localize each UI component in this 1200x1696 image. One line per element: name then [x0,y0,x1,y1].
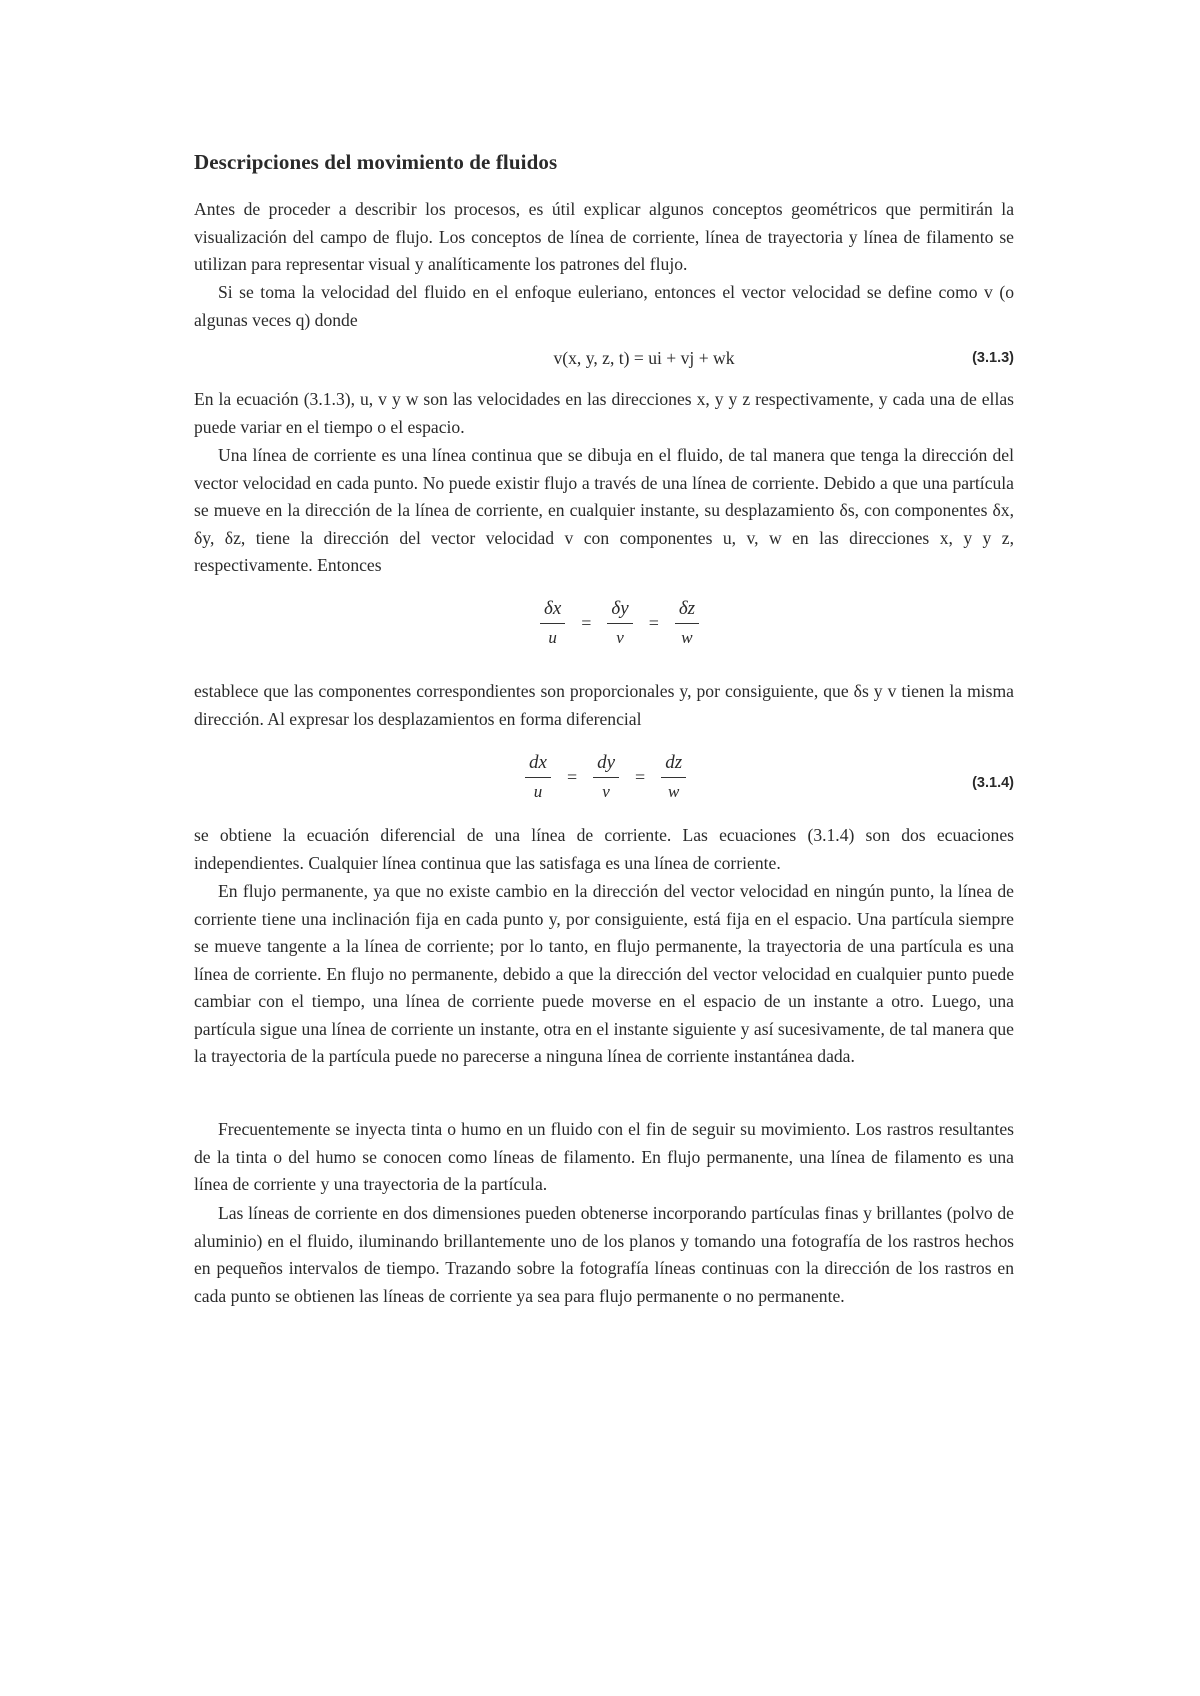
paragraph-proportional: establece que las componentes correspondientes son proporcionales y, por consiguiente, que δs y v tienen la misma dirección. Al expresar los desplazamientos en forma diferencial [194,681,1014,729]
equation-delta-ratios [534,598,705,648]
paragraph-components: En la ecuación (3.1.3), u, v y w son las velocidades en las direcciones x, y y z respectivamente, y cada una de ellas puede variar en el tiempo o el espacio. [194,389,1014,437]
denominator-3: w [681,628,693,647]
equation-3-1-3 [194,348,1014,369]
fraction-3 [675,598,699,648]
denominator-1: u [548,628,557,647]
equation-3-1-4 [519,752,692,802]
section-heading: Descripciones del movimiento de fluidos [194,150,558,174]
denominator-u: u [533,782,543,801]
paragraph-intro: Antes de proceder a describir los procesos, es útil explicar algunos conceptos geométricos que permitirán la visualización del campo de flujo. Los conceptos de línea de corriente, línea de trayectoria y línea de filamento se utilizan para representar visual y analíticamente los patrones del flujo. [194,199,1014,274]
equation-3-1-4-label: (3.1.4) [972,775,1014,791]
equation-3-1-3-label: (3.1.3) [972,350,1014,366]
equals-sign-4: = [635,766,646,787]
paragraph-visualization: Las líneas de corriente en dos dimensiones pueden obtenerse incorporando partículas finas y brillantes (polvo de aluminio) en el fluido, iluminando brillantemente uno de los planos y tomando una fotografía de los rastros hechos en pequeños intervalos de tiempo. Trazando sobre la fotografía líneas continuas con la dirección de los rastros en cada punto se obtienen las líneas de corriente ya sea para flujo permanente o no permanente. [194,1203,1014,1306]
equals-sign-1: = [581,612,592,633]
equals-sign-2: = [648,612,659,633]
paragraph-streaklines: Frecuentemente se inyecta tinta o humo en un fluido con el fin de seguir su movimiento. Los rastros resultantes de la tinta o del humo se conocen como líneas de filamento. En flujo permanente, una línea de filamento es una línea de corriente y una trayectoria de la partícula. [194,1119,1014,1194]
denominator-v: v [602,782,610,801]
paragraph-steady-flow: En flujo permanente, ya que no existe cambio en la dirección del vector velocidad en ningún punto, la línea de corriente tiene una inclinación fija en cada punto y, por consiguiente, está fija en el espacio. Una partícula siempre se mueve tangente a la línea de corriente; por lo tanto, en flujo permanente, la trayectoria de una partícula es una línea de corriente. En flujo no permanente, debido a que la dirección del vector velocidad en cualquier punto puede cambiar con el tiempo, una línea de corriente puede moverse en el espacio de un instante a otro. Luego, una partícula sigue una línea de corriente un instante, otra en el instante siguiente y así sucesivamente, de tal manera que la trayectoria de la partícula puede no parecerse a ninguna línea de corriente instantánea dada. [194,881,1014,1066]
numerator-2: δy [607,598,632,624]
equation-3-1-3-expression: v(x, y, z, t) = ui + vj + wk [553,348,735,368]
paragraph-differential-equation: se obtiene la ecuación diferencial de una línea de corriente. Las ecuaciones (3.1.4) son dos ecuaciones independientes. Cualquier línea continua que las satisfaga es una línea de corriente. [194,825,1014,873]
denominator-w: w [667,782,680,801]
fraction-dz [661,752,686,802]
numerator-dy: dy [593,752,619,778]
numerator-3: δz [675,598,699,624]
fraction-2 [607,598,632,648]
fraction-dy [593,752,619,802]
paragraph-velocity-definition: Si se toma la velocidad del fluido en el enfoque euleriano, entonces el vector velocidad se define como v (o algunas veces q) donde [194,282,1014,330]
paragraph-streamline-definition: Una línea de corriente es una línea continua que se dibuja en el fluido, de tal manera que tenga la dirección del vector velocidad en cada punto. No puede existir flujo a través de una línea de corriente. Debido a que una partícula se mueve en la dirección de la línea de corriente, en cualquier instante, su desplazamiento δs, con componentes δx, δy, δz, tiene la dirección del vector velocidad v con componentes u, v, w en las direcciones x, y y z, respectivamente. Entonces [194,445,1014,575]
fraction-1 [540,598,565,648]
numerator-dx: dx [525,752,551,778]
denominator-2: v [616,628,624,647]
numerator-dz: dz [661,752,686,778]
numerator-1: δx [540,598,565,624]
fraction-dx [525,752,551,802]
equals-sign-3: = [566,766,578,787]
